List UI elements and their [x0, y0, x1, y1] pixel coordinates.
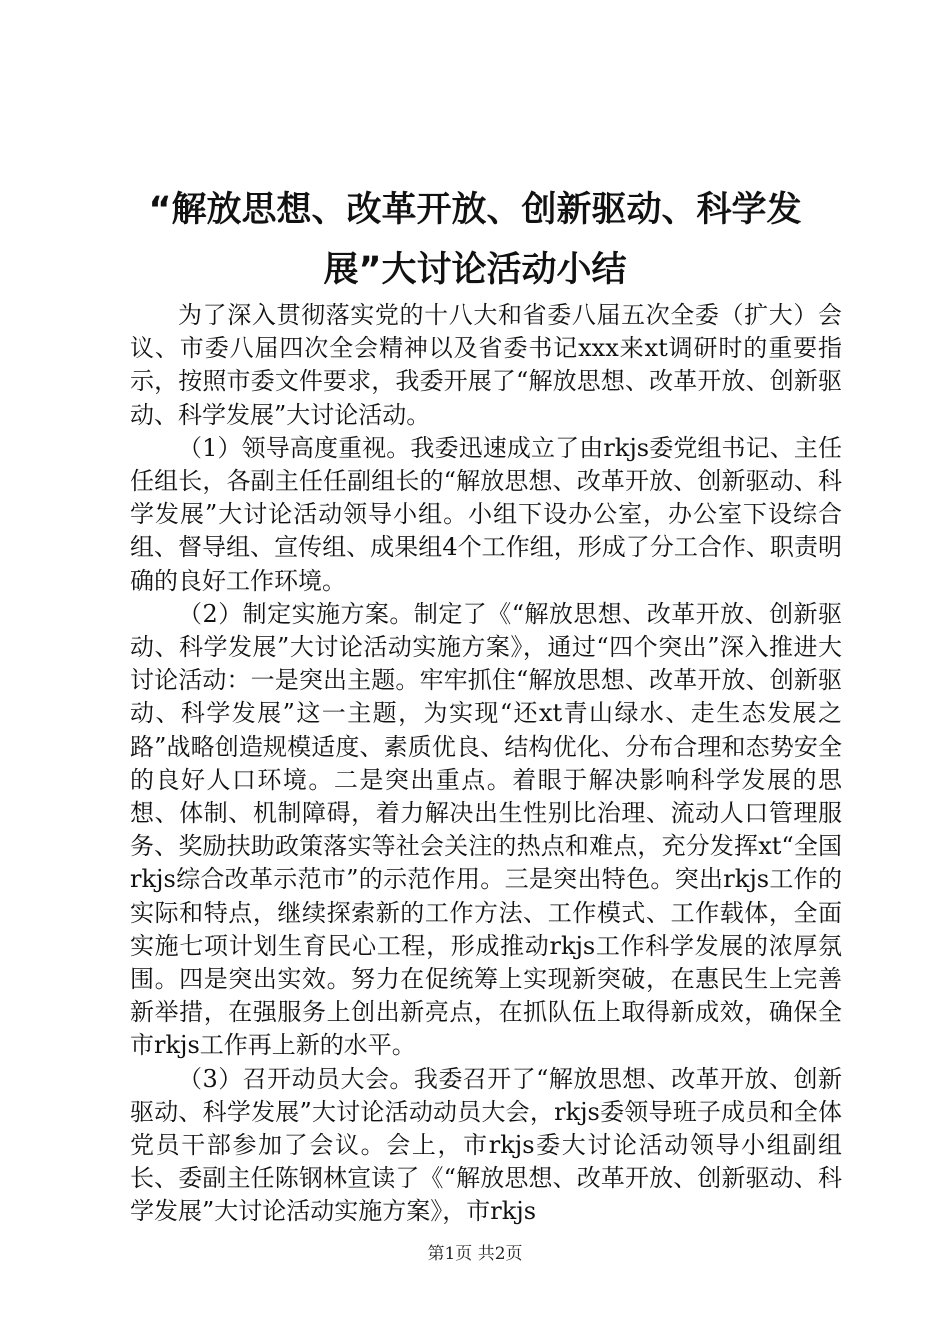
paragraph-intro: 为了深入贯彻落实党的十八大和省委八届五次全委（扩大）会议、市委八届四次全会精神以及省委书记xxx来xt调研时的重要指示，按照市委文件要求，我委开展了“解放思想、改革开放、创新驱动、科学发展”大讨论活动。: [130, 301, 842, 429]
paragraph-implementation-plan: （2）制定实施方案。制定了《“解放思想、改革开放、创新驱动、科学发展”大讨论活动实施方案》，通过“四个突出”深入推进大讨论活动：一是突出主题。牢牢抓住“解放思想、改革开放、创新驱动、科学发展”这一主题，为实现“还xt青山绿水、走生态发展之路”战略创造规模适度、素质优良、结构优化、分布合理和态势安全的良好人口环境。二是突出重点。着眼于解决影响科学发展的思想、体制、机制障碍，着力解决出生性别比治理、流动人口管理服务、奖励扶助政策落实等社会关注的热点和难点，充分发挥xt“全国rkjs综合改革示范市”的示范作用。三是突出特色。突出rkjs工作的实际和特点，继续探索新的工作方法、工作模式、工作载体，全面实施七项计划生育民心工程，形成推动rkjs工作科学发展的浓厚氛围。四是突出实效。努力在促统筹上实现新突破，在惠民生上完善新举措，在强服务上创出新亮点，在抓队伍上取得新成效，确保全市rkjs工作再上新的水平。: [130, 599, 842, 1060]
paragraph-mobilization-meeting: （3）召开动员大会。我委召开了“解放思想、改革开放、创新驱动、科学发展”大讨论活动动员大会，rkjs委领导班子成员和全体党员干部参加了会议。会上，市rkjs委大讨论活动领导小组副组长、委副主任陈钢林宣读了《“解放思想、改革开放、创新驱动、科学发展”大讨论活动实施方案》，市rkjs: [130, 1064, 842, 1226]
page-indicator: 第1页 共2页: [427, 1244, 523, 1264]
document-title-line-2: 展”大讨论活动小结: [323, 250, 627, 290]
document-title-line-1: “解放思想、改革开放、创新驱动、科学发: [148, 190, 802, 230]
document-body: [130, 299, 842, 1229]
paragraph-leadership: （1）领导高度重视。我委迅速成立了由rkjs委党组书记、主任任组长，各副主任任副组长的“解放思想、改革开放、创新驱动、科学发展”大讨论活动领导小组。小组下设办公室，办公室下设综合组、督导组、宣传组、成果组4个工作组，形成了分工合作、职责明确的良好工作环境。: [130, 433, 842, 595]
